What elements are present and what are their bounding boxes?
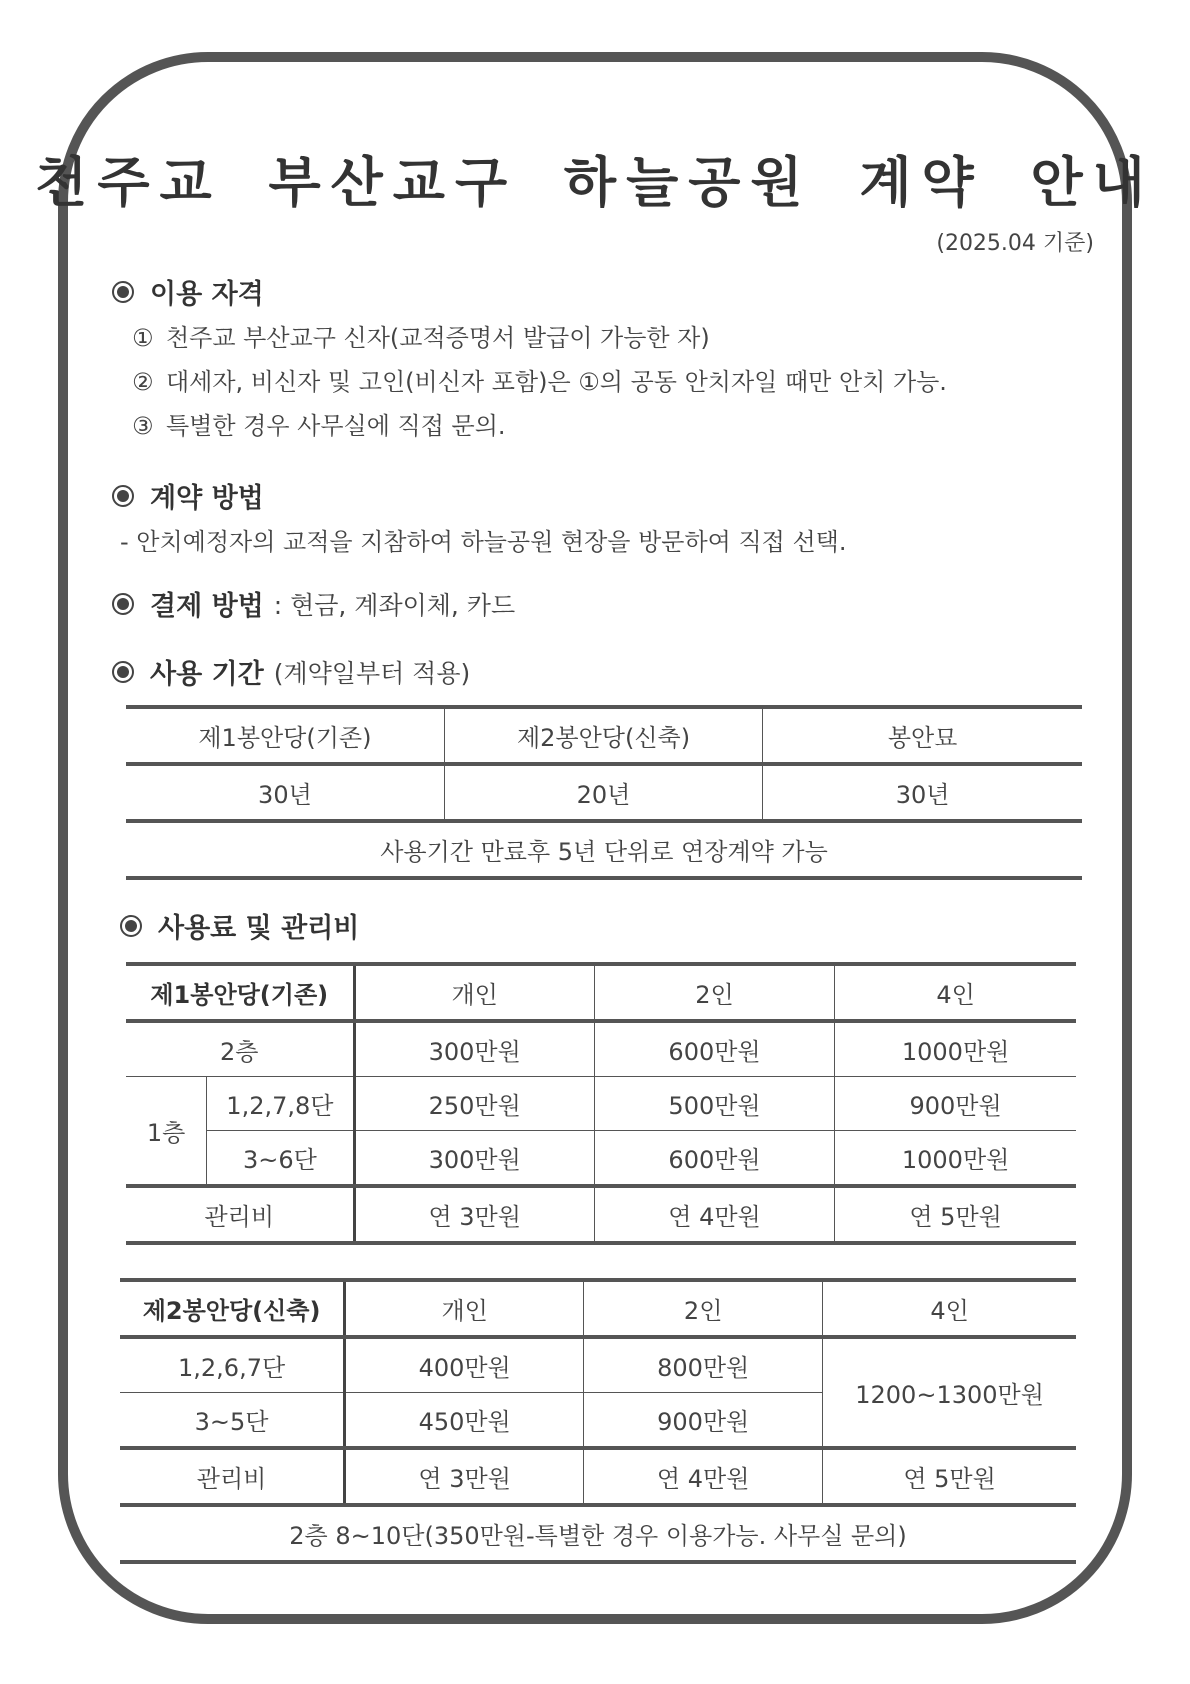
section-contract-method	[112, 476, 264, 515]
bullet-icon	[112, 485, 134, 507]
table-cell: 450만원	[345, 1393, 584, 1449]
table-row	[120, 1448, 1076, 1505]
row-label: 1,2,7,8단	[207, 1077, 354, 1131]
bullet-icon	[112, 593, 134, 615]
eligibility-item: ③ 특별한 경우 사무실에 직접 문의.	[132, 412, 506, 440]
table-cell: 20년	[444, 764, 762, 821]
table-row	[120, 1280, 1076, 1337]
table-header: 개인	[345, 1280, 584, 1337]
table-row	[126, 707, 1082, 764]
table-header: 제2봉안당(신축)	[120, 1280, 345, 1337]
table-header: 개인	[354, 964, 594, 1021]
table-header: 제2봉안당(신축)	[444, 707, 762, 764]
table-row	[126, 821, 1082, 878]
table-header: 4인	[823, 1280, 1076, 1337]
table-row	[126, 1131, 1076, 1187]
section-heading: 계약 방법	[150, 483, 264, 514]
table-header: 봉안묘	[763, 707, 1082, 764]
table-cell: 연 5만원	[835, 1186, 1076, 1243]
section-eligibility	[112, 272, 264, 311]
hall2-fee-table	[120, 1278, 1076, 1564]
eligibility-item: ① 천주교 부산교구 신자(교적증명서 발급이 가능한 자)	[132, 324, 710, 352]
table-cell: 300만원	[354, 1021, 594, 1077]
table-cell: 300만원	[354, 1131, 594, 1187]
row-label: 3~5단	[120, 1393, 345, 1449]
table-row	[126, 964, 1076, 1021]
section-payment	[112, 584, 515, 623]
section-heading: 사용료 및 관리비	[158, 913, 360, 944]
table-row	[126, 764, 1082, 821]
table-cell: 연 3만원	[345, 1448, 584, 1505]
bullet-icon	[112, 661, 134, 683]
row-label: 1층	[126, 1077, 207, 1187]
row-label: 관리비	[126, 1186, 354, 1243]
table-footer-note: 사용기간 만료후 5년 단위로 연장계약 가능	[380, 838, 828, 866]
table-header: 2인	[584, 1280, 823, 1337]
table-footer-note: 2층 8~10단(350만원-특별한 경우 이용가능. 사무실 문의)	[120, 1505, 1076, 1562]
table-header: 2인	[594, 964, 834, 1021]
table-header: 제1봉안당(기존)	[198, 724, 372, 752]
table-cell: 900만원	[584, 1393, 823, 1449]
table-cell: 900만원	[835, 1077, 1076, 1131]
table-cell: 연 3만원	[354, 1186, 594, 1243]
payment-methods: : 현금, 계좌이체, 카드	[273, 590, 516, 620]
row-label: 1,2,6,7단	[120, 1337, 345, 1393]
table-header: 제1봉안당(기존)	[126, 964, 354, 1021]
row-label: 3~6단	[207, 1131, 354, 1187]
table-cell: 30년	[763, 764, 1082, 821]
hall1-fee-table	[126, 962, 1076, 1245]
table-header: 4인	[835, 964, 1076, 1021]
table-cell: 400만원	[345, 1337, 584, 1393]
usage-period-table	[126, 705, 1082, 880]
table-cell: 250만원	[354, 1077, 594, 1131]
table-row	[120, 1337, 1076, 1393]
table-cell: 600만원	[594, 1131, 834, 1187]
table-cell: 1000만원	[835, 1131, 1076, 1187]
section-heading: 이용 자격	[150, 279, 264, 310]
table-row	[126, 1021, 1076, 1077]
row-label: 관리비	[120, 1448, 345, 1505]
table-cell: 500만원	[594, 1077, 834, 1131]
bullet-icon	[112, 281, 134, 303]
table-cell: 600만원	[594, 1021, 834, 1077]
page-title: 천주교 부산교구 하늘공원 계약 안내	[35, 151, 1155, 214]
table-cell: 800만원	[584, 1337, 823, 1393]
table-row	[120, 1505, 1076, 1562]
section-heading: 결제 방법	[150, 591, 264, 622]
table-cell: 1000만원	[835, 1021, 1076, 1077]
contract-method-text: - 안치예정자의 교적을 지참하여 하늘공원 현장을 방문하여 직접 선택.	[120, 528, 847, 556]
row-label: 2층	[126, 1021, 354, 1077]
section-usage-period	[112, 652, 470, 691]
table-cell: 연 4만원	[594, 1186, 834, 1243]
table-row	[126, 1186, 1076, 1243]
section-heading: 사용 기간	[150, 659, 264, 690]
section-fees	[120, 906, 359, 945]
table-cell: 30년	[258, 781, 312, 809]
usage-period-note: (계약일부터 적용)	[273, 658, 471, 688]
table-row	[126, 1077, 1076, 1131]
eligibility-item: ② 대세자, 비신자 및 고인(비신자 포함)은 ①의 공동 안치자일 때만 안치 가능.	[132, 368, 947, 396]
table-cell: 연 4만원	[584, 1448, 823, 1505]
table-cell: 연 5만원	[823, 1448, 1076, 1505]
basis-date: (2025.04 기준)	[936, 231, 1094, 256]
table-cell-merged: 1200~1300만원	[823, 1337, 1076, 1448]
bullet-icon	[120, 915, 142, 937]
